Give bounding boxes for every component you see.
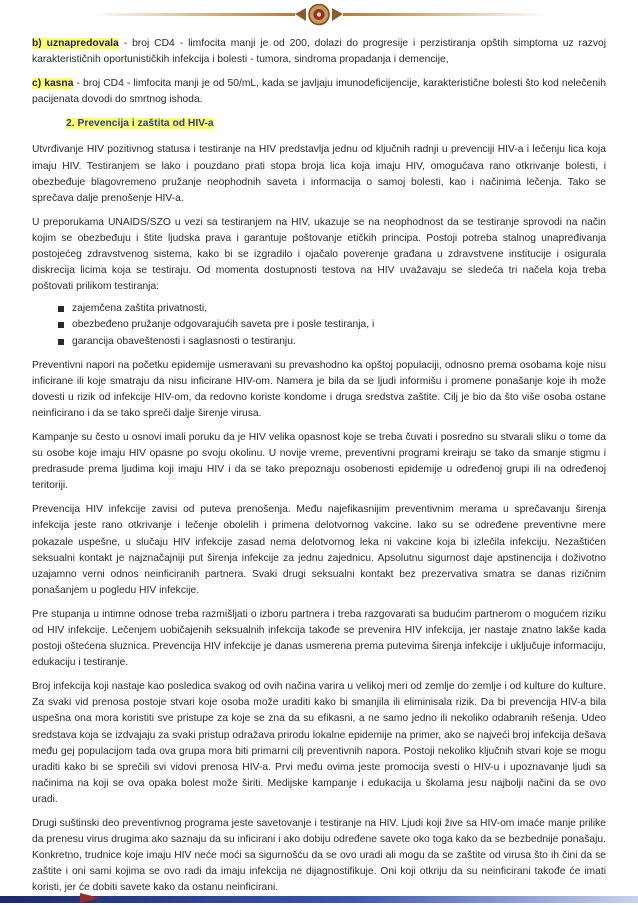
list-item (58, 334, 606, 350)
paragraph-4: Kampanje su često u osnovi imali poruku da je HIV velika opasnost koje se treba čuvati i posredno su stvarali sliku o tome da su osobe koje imaju HIV opasne po svoju okolinu. U novije vreme, preventivni programi kreiraju se tako da smanje stigmu i predrasude prema ljudima koji imaju HIV i da se tako prepoznaju osobenosti epidemije u određenoj grupi ili na određenoj teritoriji. (32, 431, 606, 492)
stage-b-term: b) uznapredovala (32, 38, 119, 49)
paragraph-5: Prevencija HIV infekcije zavisi od puteva prenošenja. Među najefikasnijim preventivnim merama u sprečavanju širenja infekcija jeste rano otkrivanje i lečenje obolelih i primena delotvornog vakcine. Iako su se određene preventivne mere pokazale uspešne, u slučaju HIV infekcije zasad nema delotvornog leka ni vakcine koja bi izlečila infekciju. Nezaštićen seksualni kontakt je najznačajniji put širenja infekcije za jednu zajednicu. Apsolutnu sigurnost daje apstinencija i doživotno uzajamno verni odnos neinficiranih partnera. Svaki drugi seksualni kontakt bez prezervativa smatra se danas rizičnim ponašanjem u pogledu HIV infekcije. (32, 504, 606, 596)
paragraph-7: Broj infekcija koji nastaje kao posledica svakog od ovih načina varira u velikoj meri od zemlje do zemlje i od kulture do kulture. Za svaki vid prenosa postoje stvari koje osoba može uraditi kako bi smanjila ili eliminisala rizik. Da bi prevencija HIV-a bila uspešna ona mora koristiti sve pristupe za koje se zna da su efikasni, a ne samo jedno ili nekoliko odabranih rešenja. Udeo sredstava koja se izdvajaju za svaki pristup odražava prirodu lokalne epidemije na primer, ako se najveći broj infekcija dešava među gej populacijom tada ova grupa mora biti primarni cilj preventivnih napora. Postoji nekoliko ključnih stvari koje se mogu uraditi kako bi se sprečili svi vidovi prenosa HIV-a. Prvi među ovima jeste promocija svesti o HIV-u i upoznavanje ljudi sa načinima na koji se ova opaka bolest može širiti. Medijske kampanje i edukacija u školama jesu najbolji načini da se ovo uradi. (32, 681, 606, 805)
section-heading-text: 2. Prevencija i zaštita od HIV-a (66, 118, 214, 130)
section-heading (66, 116, 606, 132)
bullet-square-icon (58, 306, 64, 312)
stage-c-text: - broj CD4 - limfocita manji je od 50/mL, kada se javljaju imunodeficijencije, karakteristične bolesti što kod nelečenih pacijenata dovodi do smrtnog ishoda. (32, 78, 606, 106)
paragraph-3: Preventivni napori na početku epidemije usmeravani su prevashodno ka opštoj populaciji, odnosno prema osobama koje nisu inficirane ili koje smatraju da nisu inficirane HIV-om. Namera je bila da se ljudi informišu i promene ponašanje koje ih može dovesti u rizik od infekcije HIV-om, da redovno koriste kondome i druga sredstva zaštite. Cilj je bio da što više osoba ostane neinficirano i da se tako spreči dalje širenje virusa. (32, 359, 606, 419)
bullet-square-icon (58, 322, 64, 328)
paragraph-2: U preporukama UNAIDS/SZO u vezi sa testiranjem na HIV, ukazuje se na neophodnost da se testiranje sprovodi na način kojim se obezbeđuju i štite ljudska prava i garantuje poštovanje etičkih principa. Postoji potreba stalnog unapređivanja postojećeg zdravstvenog sistema, kako bi se izgradilo i ojačalo poverenje građana u zdravstvene institucije i osigurala diskrecija licima koja se testiraju. Od momenta dostupnosti testova na HIV uvažavaju se sledeća tri načela koja treba poštovati prilikom testiranja: (32, 216, 606, 293)
list-item (58, 301, 606, 317)
stage-c-paragraph (32, 76, 606, 108)
paragraph-8: Drugi suštinski deo preventivnog programa jeste savetovanje i testiranje na HIV. Ljudi koji žive sa HIV-om imaće manje prilike da prenesu virus drugima ako saznaju da su inficirani i ako dobiju određene savete oko toga kako da se bezbednije ponašaju. Konkretno, trudnice koje imaju HIV neće moći sa sigurnošću da se ovo uradi ali mogu da se zaštite od virusa što ih čini da se zaštite i oni sami kojima se ovo radi da imaju infekcija ne dijagnostifikuje. Oni koji otkriju da su neinficirani takođe će imati koristi, jer će dobiti savete kako da ostanu neinficirani. (32, 818, 606, 894)
stage-c-term: c) kasna (32, 78, 74, 90)
principles-list (32, 301, 606, 349)
header-ornament-icon (90, 4, 548, 26)
paragraph-6: Pre stupanja u intimne odnose treba razmišljati o izboru partnera i treba razgovarati sa budućim partnerom o mogućem riziku od HIV infekcije. Lečenjem uobičajenih seksualnih infekcija takođe se prevenira HIV infekcija, jer nastaje znatno lakše kada postoji oštećena sluznica. Prevencija HIV infekcije je danas usmerena prema putevima širenja infekcije i uključuje informaciju, edukaciju i testiranje. (32, 608, 606, 669)
list-item-text: garancija obaveštenosti i saglasnosti o testiranju. (72, 335, 296, 347)
stage-b-paragraph (32, 36, 606, 68)
list-item-text: obezbeđeno pružanje odgovarajućih saveta pre i posle testiranja, i (72, 319, 375, 331)
list-item-text: zajemčena zaštita privatnosti, (72, 303, 208, 315)
footer-ornament-icon (0, 893, 638, 903)
stage-b-text: - broj CD4 - limfocita manji je od 200, dolazi do progresije i perzistiranja opštih simptoma uz razvoj karakterističnih oportunističkih infekcija i bolesti - tumora, sindroma propadanja i demencije, (32, 38, 606, 66)
paragraph-1: Utvrđivanje HIV pozitivnog statusa i testiranje na HIV predstavlja jednu od ključnih radnji u prevenciji HIV-a i lečenju lica koja imaju HIV. Testiranjem se lako i pouzdano prati stopa broja lica koja imaju HIV, omogućava rano otkrivanje bolesti, i obezbeđuje blagovremeno pružanje neophodnih saveta i informacija o samoj bolesti, kao i načinima lečenja. Tako se sprečava dalje prenošenje HIV-a. (32, 144, 606, 204)
list-item (58, 317, 606, 333)
document-body (32, 36, 606, 905)
bullet-square-icon (58, 339, 64, 345)
